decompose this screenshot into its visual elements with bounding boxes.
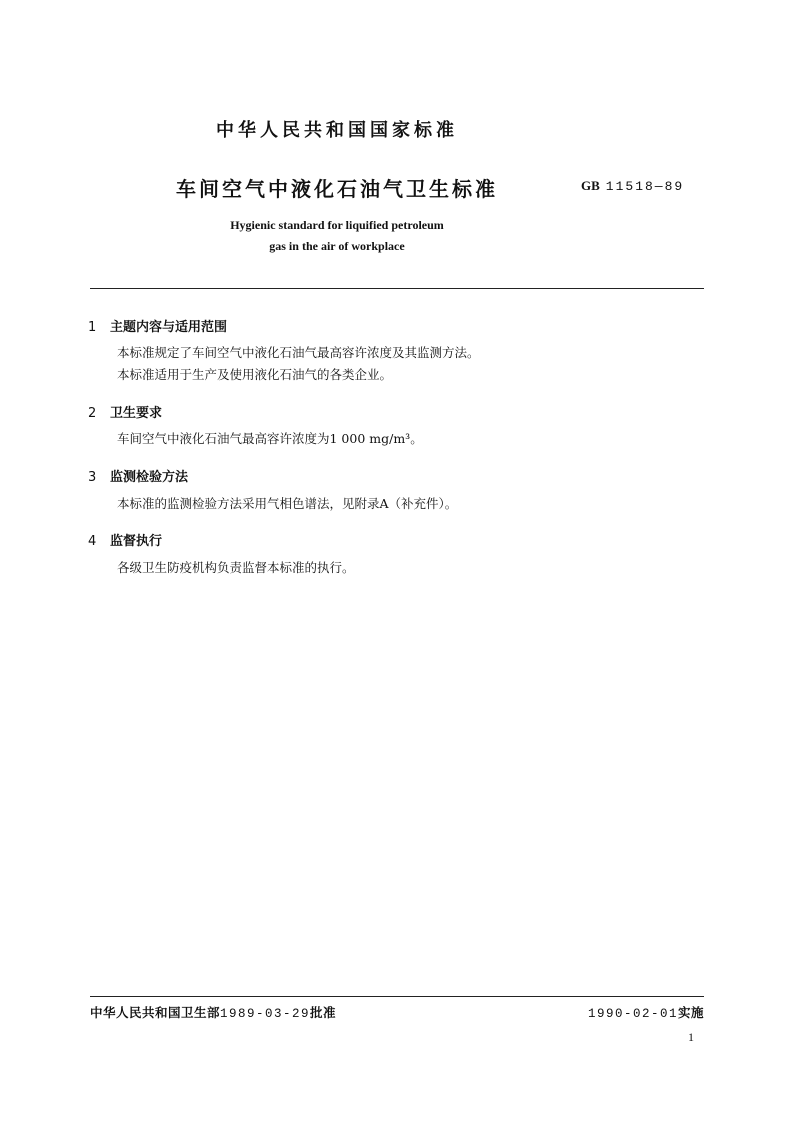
approval-statement [90,1003,336,1021]
approval-suffix: 批准 [310,1005,337,1020]
header-divider [90,288,704,289]
section-4-heading [88,530,162,549]
paragraph-line: 本标准的监测检验方法采用气相色谱法，见附录A（补充件）。 [117,496,458,511]
english-title-line-1: Hygienic standard for liquified petroleum [230,218,444,232]
section-4-body [117,557,355,579]
section-title: 主题内容与适用范围 [110,320,228,335]
effective-date: 1990-02-01 [587,1007,678,1021]
footer-divider [90,996,704,997]
paragraph-line: 车间空气中液化石油气最高容许浓度为1 000 mg/m³。 [117,431,423,446]
paragraph-line: 本标准规定了车间空气中液化石油气最高容许浓度及其监测方法。 [117,345,480,360]
section-title: 卫生要求 [110,406,163,421]
section-1-heading [88,316,227,335]
approver-name: 中华人民共和国卫生部 [90,1005,221,1020]
section-title: 监督执行 [110,534,163,549]
section-3-heading [88,466,188,485]
effective-suffix: 实施 [677,1005,704,1020]
section-2-heading [88,402,162,421]
section-number: 1 [88,320,97,335]
section-2-body [117,428,423,450]
paragraph-line: 各级卫生防疫机构负责监督本标准的执行。 [117,560,355,575]
standard-title: 车间空气中液化石油气卫生标准 [176,177,498,201]
section-number: 2 [88,406,97,421]
standard-code-prefix: GB [581,178,600,193]
approval-date: 1989-03-29 [220,1007,311,1021]
section-3-body [117,493,457,515]
section-title: 监测检验方法 [110,470,189,485]
section-number: 3 [88,470,97,485]
page-number: 1 [688,1030,694,1044]
standard-code [581,178,684,194]
paragraph-line: 本标准适用于生产及使用液化石油气的各类企业。 [117,367,393,382]
section-number: 4 [88,534,97,549]
effective-statement [588,1003,704,1021]
national-standard-heading: 中华人民共和国国家标准 [216,120,458,141]
english-title-line-2: gas in the air of workplace [269,239,405,253]
standard-code-number: 11518—89 [605,179,685,194]
english-title [0,215,674,257]
section-1-body [117,342,480,386]
